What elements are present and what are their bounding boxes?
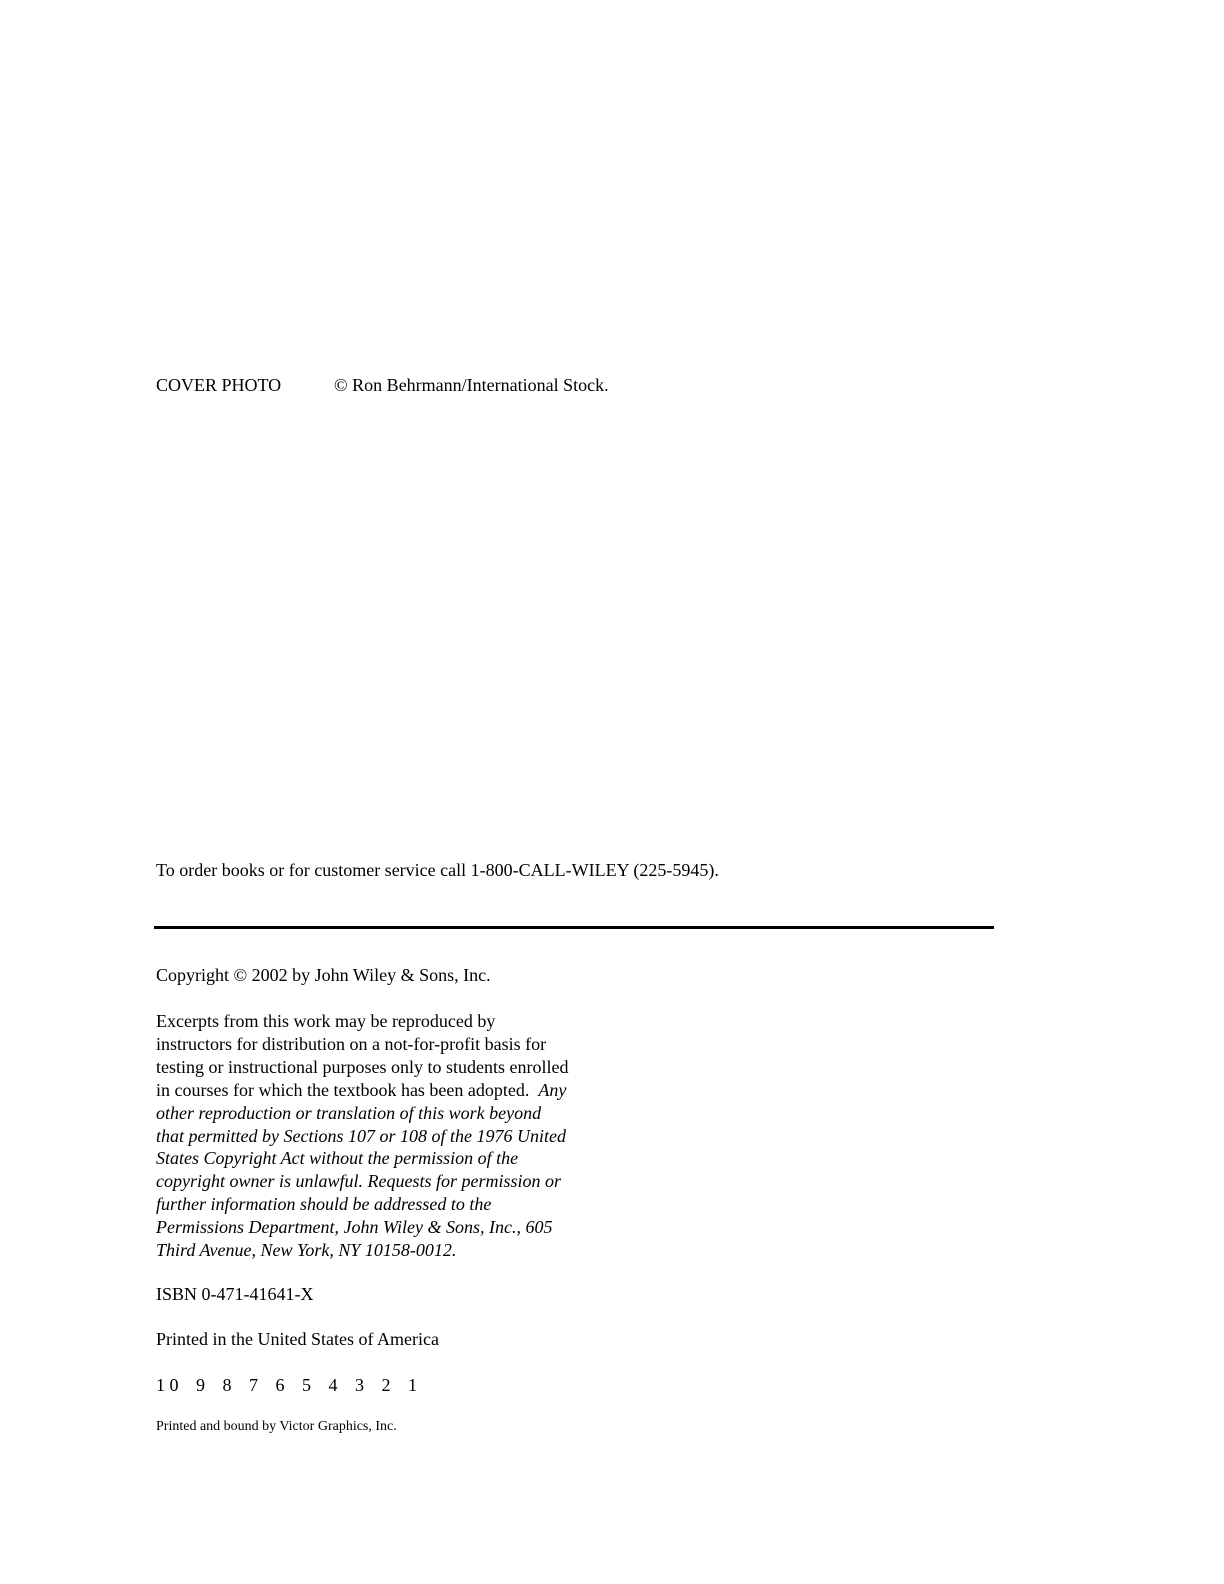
- printed-in: Printed in the United States of America: [156, 1329, 439, 1349]
- print-number: 2: [381, 1375, 391, 1395]
- copyright-notice: Copyright © 2002 by John Wiley & Sons, Inc.: [156, 965, 491, 985]
- print-number: 9: [196, 1375, 205, 1395]
- permissions-paragraph: [156, 1010, 626, 1262]
- permissions-line: [156, 1079, 626, 1102]
- print-number: 5: [302, 1375, 311, 1395]
- print-number: 1: [408, 1375, 417, 1395]
- permissions-italic-line: Permissions Department, John Wiley & Sons, Inc., 605: [156, 1217, 553, 1238]
- printer-credit: Printed and bound by Victor Graphics, Inc.: [156, 1419, 397, 1434]
- print-numbers: [156, 1374, 430, 1397]
- cover-photo-label: COVER PHOTO: [156, 375, 282, 395]
- permissions-italic-line: States Copyright Act without the permission of the: [156, 1148, 519, 1169]
- permissions-italic-line: copyright owner is unlawful. Requests for permission or: [156, 1171, 561, 1192]
- permissions-italic-line: other reproduction or translation of this work beyond: [156, 1102, 542, 1123]
- permissions-line: instructors for distribution on a not-for-profit basis for: [156, 1033, 547, 1054]
- print-number: 3: [355, 1375, 364, 1395]
- horizontal-rule: [154, 926, 994, 929]
- isbn: ISBN 0-471-41641-X: [156, 1284, 314, 1304]
- permissions-line: Excerpts from this work may be reproduced by: [156, 1011, 496, 1031]
- print-number: 7: [249, 1375, 258, 1395]
- permissions-italic-start: Any: [538, 1079, 567, 1100]
- print-number: 6: [275, 1375, 285, 1395]
- permissions-line-text: in courses for which the textbook has been adopted.: [156, 1079, 530, 1100]
- print-number: 4: [328, 1375, 338, 1395]
- order-info: To order books or for customer service call 1-800-CALL-WILEY (225-5945).: [156, 860, 719, 880]
- print-number: 8: [222, 1375, 232, 1395]
- permissions-line: testing or instructional purposes only to students enrolled: [156, 1056, 569, 1077]
- permissions-italic-line: that permitted by Sections 107 or 108 of the 1976 United: [156, 1125, 566, 1146]
- permissions-italic-line: Third Avenue, New York, NY 10158-0012.: [156, 1240, 457, 1261]
- cover-photo-credit-text: © Ron Behrmann/International Stock.: [334, 375, 609, 395]
- cover-photo-credit: [156, 374, 609, 397]
- print-number: 1 0: [156, 1375, 179, 1395]
- permissions-italic-line: further information should be addressed to the: [156, 1194, 492, 1215]
